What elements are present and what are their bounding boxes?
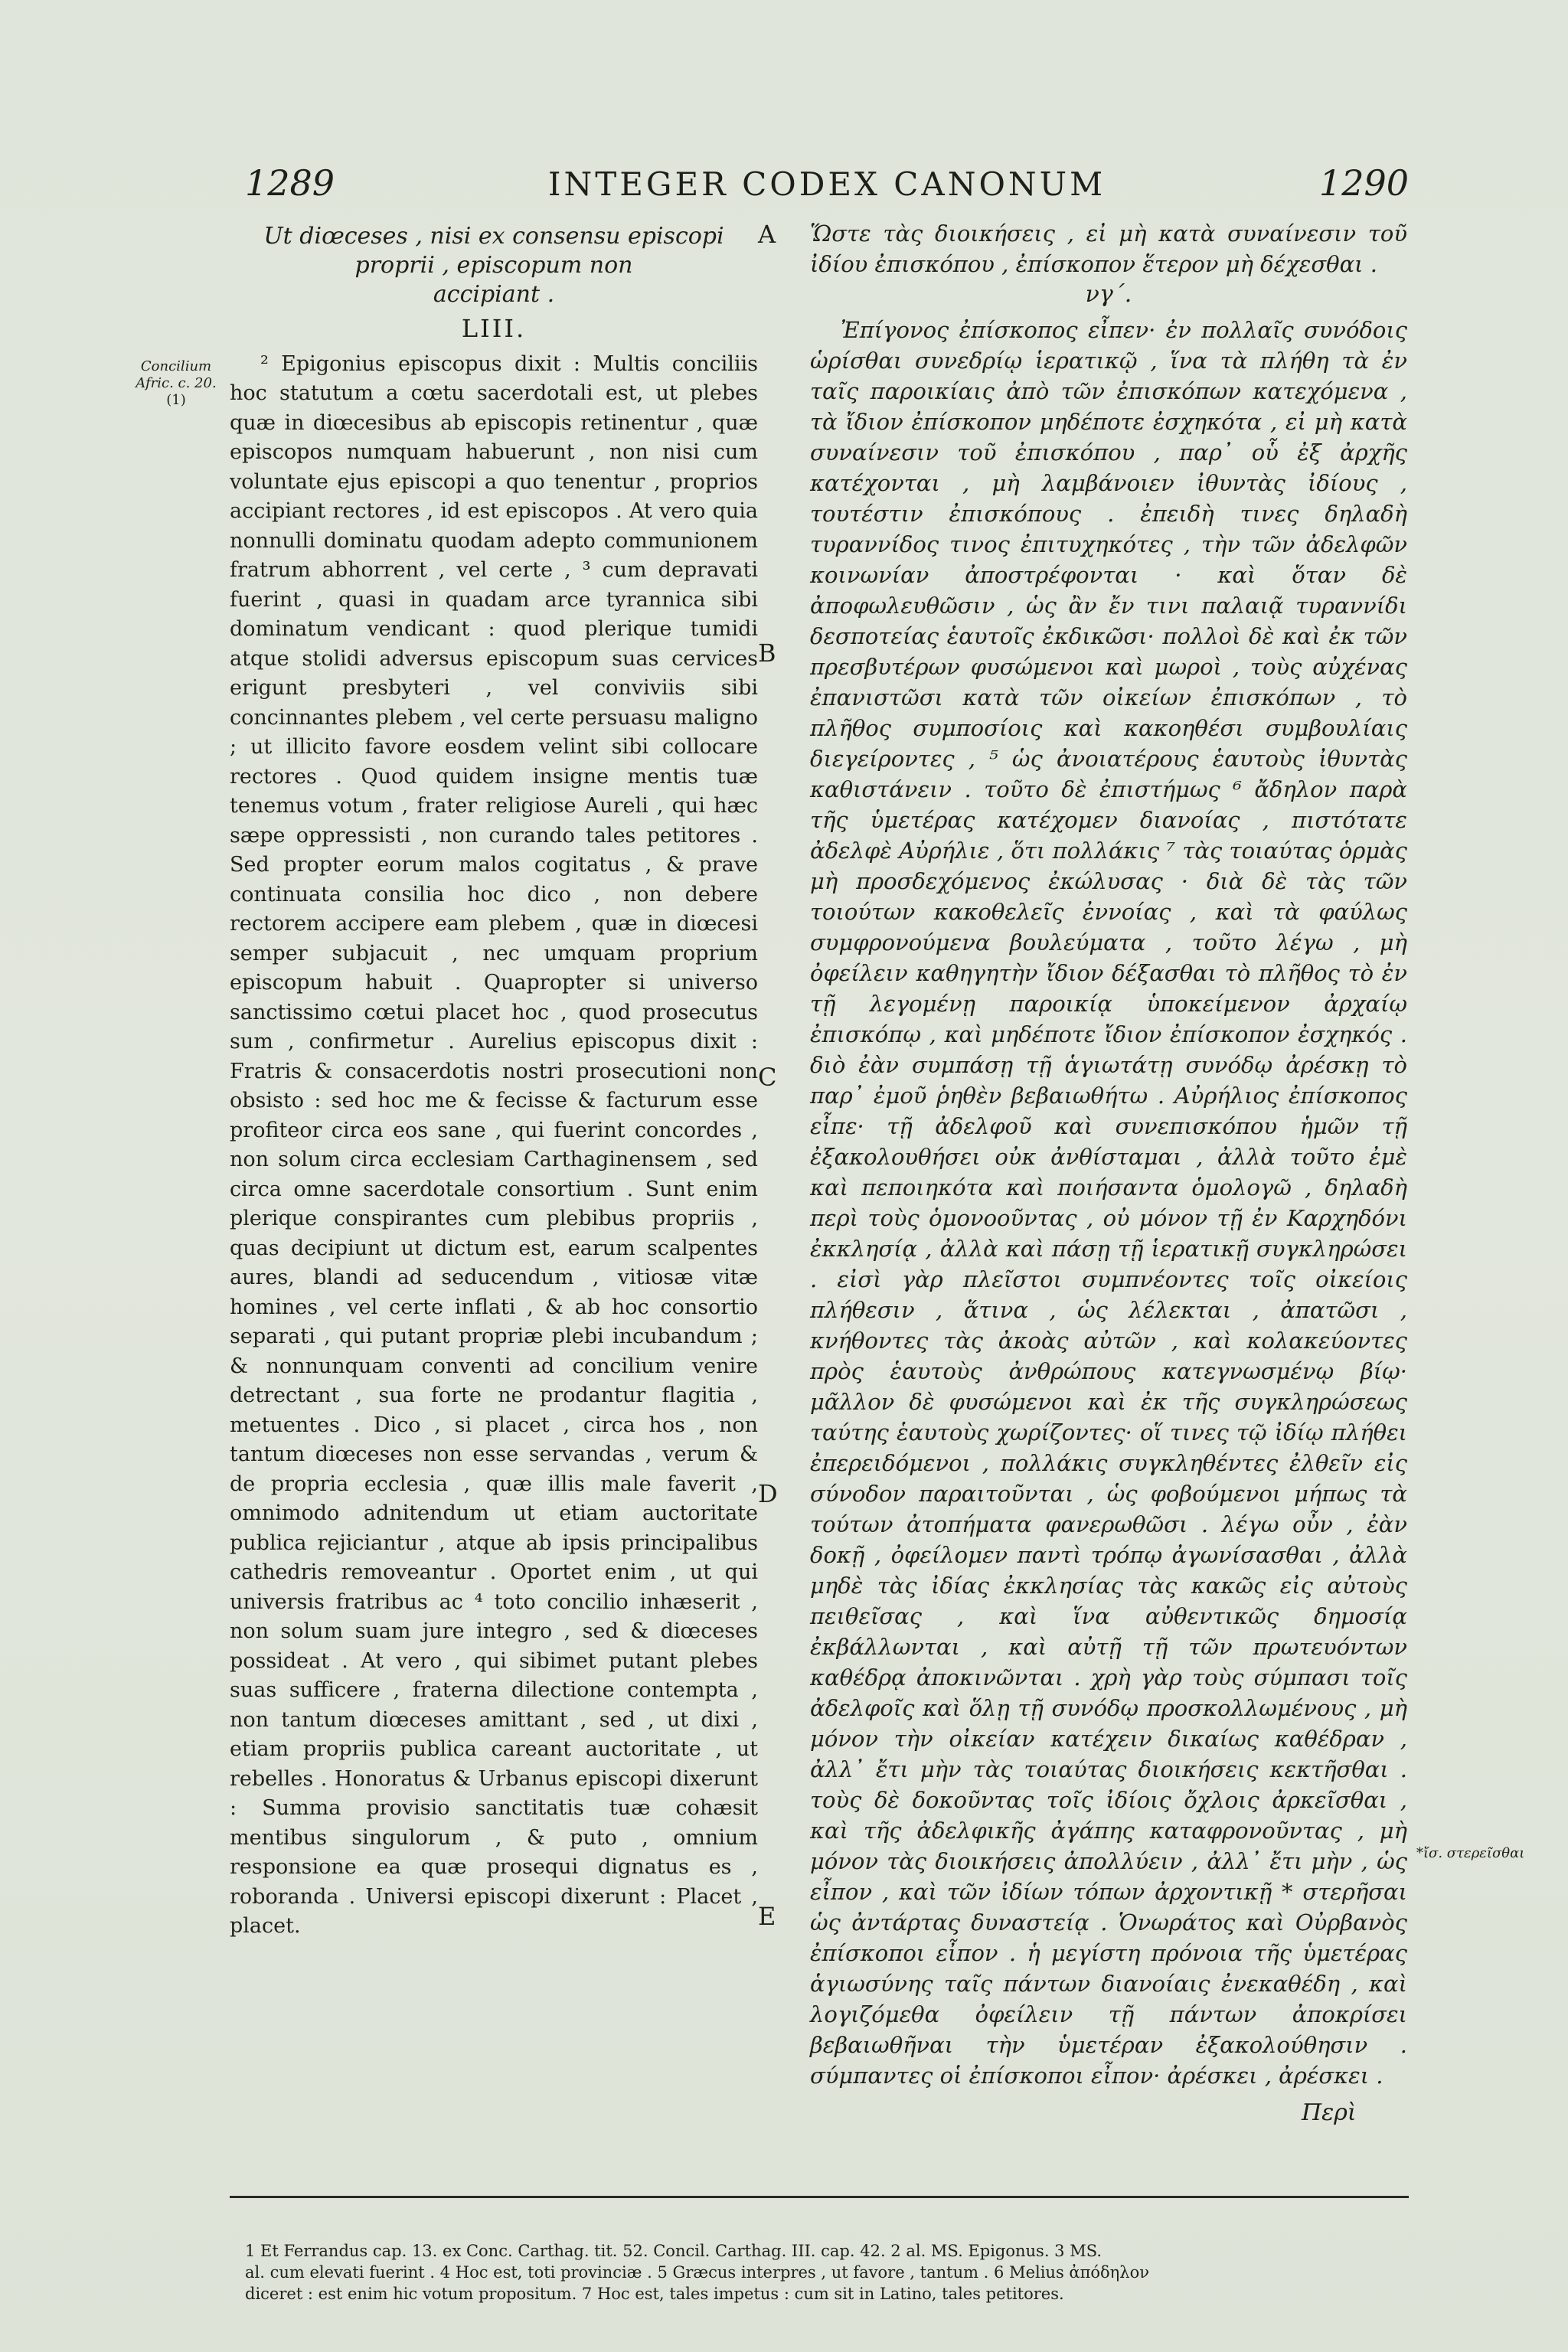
margin-note-number: (1) [166, 392, 186, 408]
footnote-line-1: 1 Et Ferrandus cap. 13. ex Conc. Carthag. tit. 52. Concil. Carthag. III. cap. 42. 2 al. MS. Epigonus. 3 MS. [245, 2242, 1102, 2260]
page-number-left: 1289 [245, 162, 335, 204]
section-letter-d: D [758, 1479, 778, 1508]
page-number-right: 1290 [1318, 162, 1409, 204]
margin-note [122, 358, 230, 409]
footnotes [245, 2240, 1409, 2305]
footnote-line-3: diceret : est enim hic votum propositum. 7 Hoc est, tales impetus : cum sit in Latino, tales petitores. [245, 2285, 1064, 2303]
catchword: Περὶ [1302, 2099, 1357, 2126]
section-letter-e: E [758, 1902, 776, 1931]
section-letter-a: A [758, 220, 776, 249]
canon-heading [230, 222, 758, 309]
greek-column [810, 218, 1407, 2091]
greek-side-note: *ἴσ. στερεῖσθαι [1416, 1845, 1525, 1861]
greek-text: Ἐπίγονος ἐπίσκοπος εἶπεν· ἐν πολλαῖς συνόδοις ὡρίσθαι συνεδρίῳ ἱερατικῷ , ἵνα τὰ πλήθη τὰ ἐν ταῖς παροικίαις ἀπὸ τῶν ἐπισκόπων κατεχόμενα , τὰ ἴδιον ἐπίσκοπον μηδέποτε ἐσχηκότα , εἰ μὴ κατὰ συναίνεσιν τοῦ ἐπισκόπου , παρ᾽ οὗ ἐξ ἀρχῆς κατέχονται , μὴ λαμβάνοιεν ἰθυντὰς ἰδίους , τουτέστιν ἐπισκόπους . ἐπειδὴ τινες δηλαδὴ τυραννίδος τινος ἐπιτυχηκότες , τὴν τῶν ἀδελφῶν κοινωνίαν ἀποστρέφονται · καὶ ὅταν δὲ ἀποφωλευθῶσιν , ὡς ἂν ἔν τινι παλαιᾷ τυραννίδι δεσποτείας ἑαυτοῖς ἐκδικῶσι· πολλοὶ δὲ καὶ ἐκ τῶν πρεσβυτέρων φυσώμενοι καὶ μωροὶ , τοὺς αὐχένας ἐπανιστῶσι κατὰ τῶν οἰκείων ἐπισκόπων , τὸ πλῆθος συμποσίοις καὶ κακοηθέσι συμβουλίαις διεγείροντες , ⁵ ὡς ἀνοιατέρους ἑαυτοὺς ἰθυντὰς καθιστάνειν . τοῦτο δὲ ἐπιστήμως ⁶ ἄδηλον παρὰ τῆς ὑμετέρας κατέχομεν διανοίας , πιστότατε ἀδελφὲ Αὐρήλιε , ὅτι πολλάκις ⁷ τὰς τοιαύτας ὁρμὰς μὴ προσδεχόμενος ἐκώλυσας · διὰ δὲ τὰς τῶν τοιούτων κακοθελεῖς ἐννοίας , καὶ τὰ φαύλως συμφρονούμενα βουλεύματα , τοῦτο λέγω , μὴ ὀφείλειν καθηγητὴν ἴδιον δέξασθαι τὸ πλῆθος τὸ ἐν τῇ λεγομένῃ παροικίᾳ ὑποκείμενον ἀρχαίῳ ἐπισκόπῳ , καὶ μηδέποτε ἴδιον ἐπίσκοπον ἐσχηκός . διὸ ἐὰν συμπάσῃ τῇ ἁγιωτάτῃ συνόδῳ ἀρέσκῃ τὸ παρ᾽ ἐμοῦ ῥηθὲν βεβαιωθήτω . Αὐρήλιος ἐπίσκοπος εἶπε· τῇ ἀδελφοῦ καὶ συνεπισκόπου ἡμῶν τῇ ἐξακολουθήσει οὐκ ἀνθίσταμαι , ἀλλὰ τοῦτο ἐμὲ καὶ πεποιηκότα καὶ ποιήσαντα ὁμολογῶ , δηλαδὴ περὶ τοὺς ὁμονοοῦντας , οὐ μόνον τῇ ἐν Καρχηδόνι ἐκκλησίᾳ , ἀλλὰ καὶ πάσῃ τῇ ἱερατικῇ συγκληρώσει . εἰσὶ γὰρ πλεῖστοι συμπνέοντες τοῖς οἰκείοις πλήθεσιν , ἅτινα , ὡς λέλεκται , ἀπατῶσι , κνήθοντες τὰς ἀκοὰς αὐτῶν , καὶ κολακεύοντες πρὸς ἑαυτοὺς ἀνθρώπους κατεγνωσμένῳ βίῳ· μᾶλλον δὲ φυσώμενοι καὶ ἐκ τῆς συγκληρώσεως ταύτης ἑαυτοὺς χωρίζοντες· οἵ τινες τῷ ἰδίῳ πλήθει ἐπερειδόμενοι , πολλάκις συγκληθέντες ἐλθεῖν εἰς σύνοδον παραιτοῦνται , ὡς φοβούμενοι μήπως τὰ τούτων ἀτοπήματα φανερωθῶσι . λέγω οὖν , ἐὰν δοκῇ , ὀφείλομεν παντὶ τρόπῳ ἀγωνίσασθαι , ἀλλὰ μηδὲ τὰς ἰδίας ἐκκλησίας τὰς κακῶς εἰς αὐτοὺς πειθεῖσας , καὶ ἵνα αὐθεντικῶς δημοσίᾳ ἐκβάλλωνται , καὶ αὐτῇ τῇ τῶν πρωτευόντων καθέδρᾳ ἀποκινῶνται . χρὴ γὰρ τοὺς σύμπασι τοῖς ἀδελφοῖς καὶ ὅλῃ τῇ συνόδῳ προσκολλωμένους , μὴ μόνον τὴν οἰκείαν κατέχειν δικαίως καθέδραν , ἀλλ᾽ ἔτι μὴν τὰς τοιαύτας διοικήσεις κεκτῆσθαι . τοὺς δὲ δοκοῦντας τοῖς ἰδίοις ὄχλοις ἀρκεῖσθαι , καὶ τῆς ἀδελφικῆς ἀγάπης καταφρονοῦντας , μὴ μόνον τὰς διοικήσεις ἀπολλύειν , ἀλλ᾽ ἔτι μὴν , ὡς εἶπον , καὶ τῶν ἰδίων τόπων ἀρχοντικῇ * στερῆσαι ὡς ἀντάρτας δυναστείᾳ . Ὁνωράτος καὶ Οὐρβανὸς ἐπίσκοποι εἶπον . ἡ μεγίστη πρόνοια τῆς ὑμετέρας ἁγιωσύνης ταῖς πάντων διανοίαις ἐνεκαθέδη , καὶ λογιζόμεθα ὀφείλειν τῇ πάντων ἀποκρίσει βεβαιωθῆναι τὴν ὑμετέραν ἐξακολούθησιν . σύμπαντες οἱ ἐπίσκοποι εἶπον· ἀρέσκει , ἀρέσκει . [810, 317, 1407, 2089]
page-header [245, 162, 1409, 208]
greek-heading: Ὥστε τὰς διοικήσεις , εἰ μὴ κατὰ συναίνεσιν τοῦ ἰδίου ἐπισκόπου , ἐπίσκοπον ἕτερον μὴ δέχεσθαι . [810, 220, 1407, 277]
margin-note-title: Concilium Afric. c. 20. [136, 358, 217, 391]
footnote-line-2: al. cum elevati fuerint . 4 Hoc est, toti provinciæ . 5 Græcus interpres , ut favore , tantum . 6 Melius ἀπόδηλον [245, 2263, 1149, 2282]
heading-line-2: proprii , episcopum non [354, 252, 633, 279]
greek-canon-number: νγ΄. [1085, 281, 1132, 308]
canon-number: LIII. [461, 314, 527, 343]
footnote-rule [230, 2196, 1409, 2198]
latin-text: ² Epigonius episcopus dixit : Multis conciliis hoc statutum a cœtu sacerdotali est, ut plebes quæ in diœcesibus ab episcopis retinentur , quæ episcopos numquam habuerunt , non nisi cum voluntate ejus episcopi a quo tenentur , proprios accipiant rectores , id est episcopos . At vero quia nonnulli dominatu quodam adepto communionem fratrum abhorrent , vel certe , ³ cum depravati fuerint , quasi in quadam arce tyrannica sibi dominatum vendicant : quod plerique tumidi atque stolidi adversus episcopum suas cervices erigunt presbyteri , vel conviviis sibi concinnantes plebem , vel certe persuasu maligno ; ut illicito favore eosdem velint sibi collocare rectores . Quod quidem insigne mentis tuæ tenemus votum , frater religiose Aureli , qui hæc sæpe oppressisti , non curando tales petitores . Sed propter eorum malos cogitatus , & prave continuata consilia hoc dico , non debere rectorem accipere eam plebem , quæ in diœcesi semper subjacuit , nec umquam proprium episcopum habuit . Quapropter si universo sanctissimo cœtui placet hoc , quod prosecutus sum , confirmetur . Aurelius episcopus dixit : Fratris & consacerdotis nostri prosecutioni non obsisto : sed hoc me & fecisse & facturum esse profiteor circa eos sane , qui fuerint concordes , non solum circa ecclesiam Carthaginensem , sed circa omne sacerdotale consortium . Sunt enim plerique conspirantes cum plebibus propriis , quas decipiunt ut dictum est, earum scalpentes aures, blandi ad seducendum , vitiosæ vitæ homines , vel certe inflati , & ab hoc consortio separati , qui putant propriæ plebi incubandum ; & nonnunquam conventi ad concilium venire detrectant , sua forte ne prodantur flagitia , metuentes . Dico , si placet , circa hos , non tantum diœceses non esse servandas , verum & de propria ecclesia , quæ illis male faverit , omnimodo adnitendum ut etiam auctoritate publica rejiciantur , atque ab ipsis principalibus cathedris removeantur . Oportet enim , ut qui universis fratribus ac ⁴ toto concilio inhæserit , non solum suam jure integro , sed & diœceses possideat . At vero , qui sibimet putant plebes suas sufficere , fraterna dilectione contempta , non tantum diœceses amittant , sed , ut dixi , etiam propriis publica careant auctoritate , ut rebelles . Honoratus & Urbanus episcopi dixerunt : Summa provisio sanctitatis tuæ cohæsit mentibus singulorum , & puto , omnium responsione ea quæ prosequi dignatus es , roboranda . Universi episcopi dixerunt : Placet , placet. [230, 351, 758, 1938]
latin-column [230, 222, 758, 1942]
section-letter-b: B [758, 639, 776, 668]
running-title: INTEGER CODEX CANONUM [547, 165, 1106, 203]
heading-line-1: Ut diœceses , nisi ex consensu episcopi [263, 223, 724, 250]
heading-line-3: accipiant . [433, 281, 555, 308]
section-letter-c: C [758, 1063, 777, 1092]
